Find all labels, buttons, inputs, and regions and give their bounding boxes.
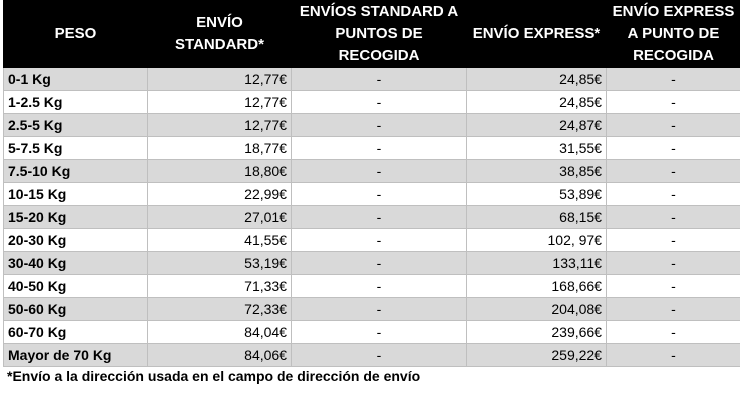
cell-express-pickup-price: -	[607, 91, 740, 114]
cell-standard-pickup-price: -	[292, 252, 467, 275]
cell-standard-price: 84,04€	[148, 321, 292, 344]
header-envio-standard-pickup: ENVÍOS STANDARD A PUNTOS DE RECOGIDA	[292, 1, 467, 68]
table-row	[4, 114, 740, 137]
cell-standard-price: 12,77€	[148, 68, 292, 91]
table-row	[4, 252, 740, 275]
cell-standard-price: 72,33€	[148, 298, 292, 321]
cell-weight: 20-30 Kg	[4, 229, 148, 252]
cell-express-pickup-price: -	[607, 252, 740, 275]
cell-standard-price: 41,55€	[148, 229, 292, 252]
cell-standard-price: 12,77€	[148, 114, 292, 137]
cell-express-pickup-price: -	[607, 275, 740, 298]
cell-express-pickup-price: -	[607, 68, 740, 91]
cell-standard-pickup-price: -	[292, 160, 467, 183]
cell-express-price: 31,55€	[467, 137, 607, 160]
header-envio-express-pickup: ENVÍO EXPRESS A PUNTO DE RECOGIDA	[607, 1, 740, 68]
table-row	[4, 160, 740, 183]
cell-standard-price: 12,77€	[148, 91, 292, 114]
cell-standard-pickup-price: -	[292, 91, 467, 114]
header-envio-express: ENVÍO EXPRESS*	[467, 1, 607, 68]
table-row	[4, 183, 740, 206]
cell-express-price: 24,87€	[467, 114, 607, 137]
cell-weight: Mayor de 70 Kg	[4, 344, 148, 367]
cell-weight: 0-1 Kg	[4, 68, 148, 91]
header-row	[4, 1, 740, 68]
cell-standard-price: 27,01€	[148, 206, 292, 229]
table-row	[4, 298, 740, 321]
table-row	[4, 206, 740, 229]
cell-standard-price: 71,33€	[148, 275, 292, 298]
cell-standard-pickup-price: -	[292, 321, 467, 344]
cell-standard-price: 18,77€	[148, 137, 292, 160]
cell-express-pickup-price: -	[607, 344, 740, 367]
cell-express-price: 168,66€	[467, 275, 607, 298]
table-row	[4, 275, 740, 298]
cell-weight: 5-7.5 Kg	[4, 137, 148, 160]
table-row	[4, 321, 740, 344]
cell-weight: 30-40 Kg	[4, 252, 148, 275]
cell-standard-pickup-price: -	[292, 344, 467, 367]
cell-express-pickup-price: -	[607, 206, 740, 229]
cell-express-pickup-price: -	[607, 137, 740, 160]
cell-express-price: 38,85€	[467, 160, 607, 183]
cell-standard-pickup-price: -	[292, 137, 467, 160]
cell-standard-price: 84,06€	[148, 344, 292, 367]
cell-express-pickup-price: -	[607, 183, 740, 206]
cell-weight: 40-50 Kg	[4, 275, 148, 298]
cell-express-price: 68,15€	[467, 206, 607, 229]
cell-weight: 1-2.5 Kg	[4, 91, 148, 114]
cell-weight: 60-70 Kg	[4, 321, 148, 344]
shipping-rates-table	[3, 0, 740, 367]
cell-weight: 15-20 Kg	[4, 206, 148, 229]
cell-weight: 7.5-10 Kg	[4, 160, 148, 183]
cell-express-price: 24,85€	[467, 68, 607, 91]
cell-express-price: 24,85€	[467, 91, 607, 114]
cell-express-price: 102, 97€	[467, 229, 607, 252]
cell-standard-pickup-price: -	[292, 229, 467, 252]
header-envio-standard: ENVÍO STANDARD*	[148, 1, 292, 68]
cell-express-pickup-price: -	[607, 160, 740, 183]
table-row	[4, 68, 740, 91]
cell-express-pickup-price: -	[607, 321, 740, 344]
table-row	[4, 229, 740, 252]
cell-express-pickup-price: -	[607, 298, 740, 321]
cell-express-price: 53,89€	[467, 183, 607, 206]
table-row	[4, 91, 740, 114]
cell-standard-price: 18,80€	[148, 160, 292, 183]
table-row	[4, 344, 740, 367]
cell-express-price: 259,22€	[467, 344, 607, 367]
cell-standard-pickup-price: -	[292, 275, 467, 298]
cell-standard-pickup-price: -	[292, 68, 467, 91]
cell-weight: 2.5-5 Kg	[4, 114, 148, 137]
footnote: *Envío a la dirección usada en el campo de dirección de envío	[7, 368, 421, 384]
cell-standard-pickup-price: -	[292, 206, 467, 229]
cell-standard-price: 53,19€	[148, 252, 292, 275]
cell-express-pickup-price: -	[607, 229, 740, 252]
cell-weight: 50-60 Kg	[4, 298, 148, 321]
header-peso: PESO	[4, 1, 148, 68]
cell-express-price: 239,66€	[467, 321, 607, 344]
cell-express-price: 133,11€	[467, 252, 607, 275]
table-row	[4, 137, 740, 160]
cell-standard-pickup-price: -	[292, 298, 467, 321]
cell-standard-pickup-price: -	[292, 183, 467, 206]
table-header	[4, 1, 740, 68]
cell-standard-price: 22,99€	[148, 183, 292, 206]
cell-standard-pickup-price: -	[292, 114, 467, 137]
cell-weight: 10-15 Kg	[4, 183, 148, 206]
table-body	[4, 68, 740, 367]
cell-express-price: 204,08€	[467, 298, 607, 321]
cell-express-pickup-price: -	[607, 114, 740, 137]
